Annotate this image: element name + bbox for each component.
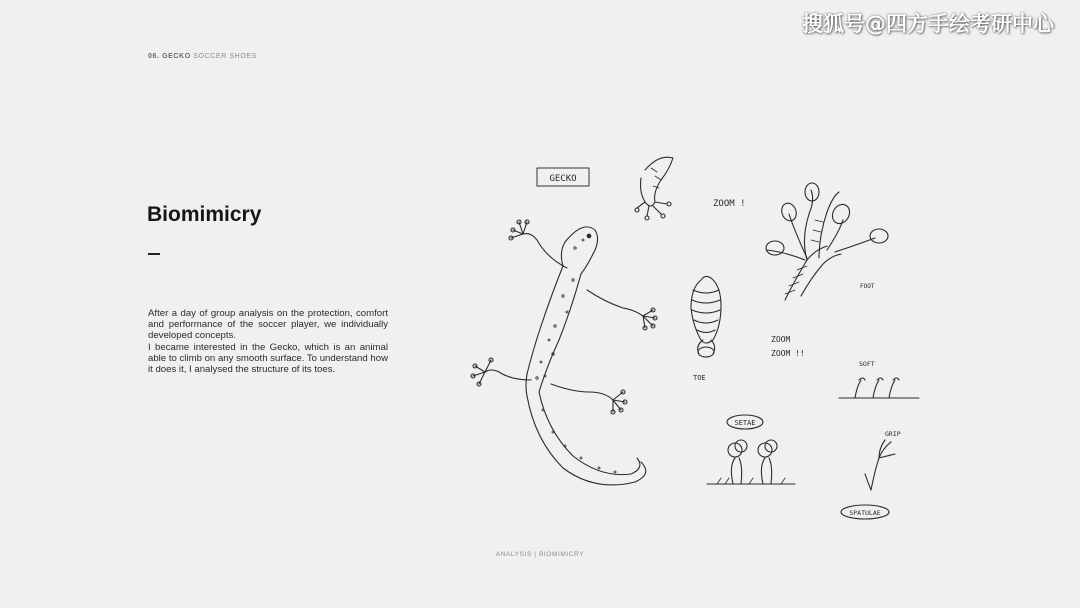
watermark: 搜狐号@四方手绘考研中心 [802,12,1054,36]
toe-label: TOE [693,374,706,382]
footer-label: ANALYSIS | BIOMIMICRY [495,551,585,558]
zoom-label-1: ZOOM ! [713,199,746,209]
gecko-label [537,168,589,186]
title-dash-divider [148,253,160,255]
gecko-leg-zoom-drawing [635,157,673,220]
page-title: Biomimicry [147,203,262,226]
svg-text:SOFT: SOFT [859,360,875,368]
setae-drawing [707,415,795,484]
spatulae-drawing [841,430,901,519]
foot-label: FOOT [860,283,875,290]
zoom-label-2: ZOOM [771,335,791,344]
body-paragraph-2: I became interested in the Gecko, which is an animal able to climb on any smooth surface. To understand how it does it, I analysed the structure of its toes. [148,341,388,376]
body-text [148,308,388,375]
section-name: SOCCER SHOES [193,53,257,60]
gecko-toe-drawing [691,276,721,357]
gecko-body-drawing [471,220,657,485]
svg-text:SPATULAE: SPATULAE [849,509,881,517]
svg-text:SETAE: SETAE [734,419,756,427]
gecko-sketch-illustration [455,140,935,530]
section-header [148,53,257,60]
soft-setae-drawing [839,360,919,398]
section-number: 06. [148,53,160,60]
svg-text:GECKO: GECKO [549,174,577,184]
brand-name: GECKO [162,53,191,60]
body-paragraph-1: After a day of group analysis on the protection, comfort and performance of the soccer player, we individually developed concepts. [148,308,388,342]
zoom-label-3: ZOOM !! [771,349,805,358]
svg-text:GRIP: GRIP [885,430,901,438]
